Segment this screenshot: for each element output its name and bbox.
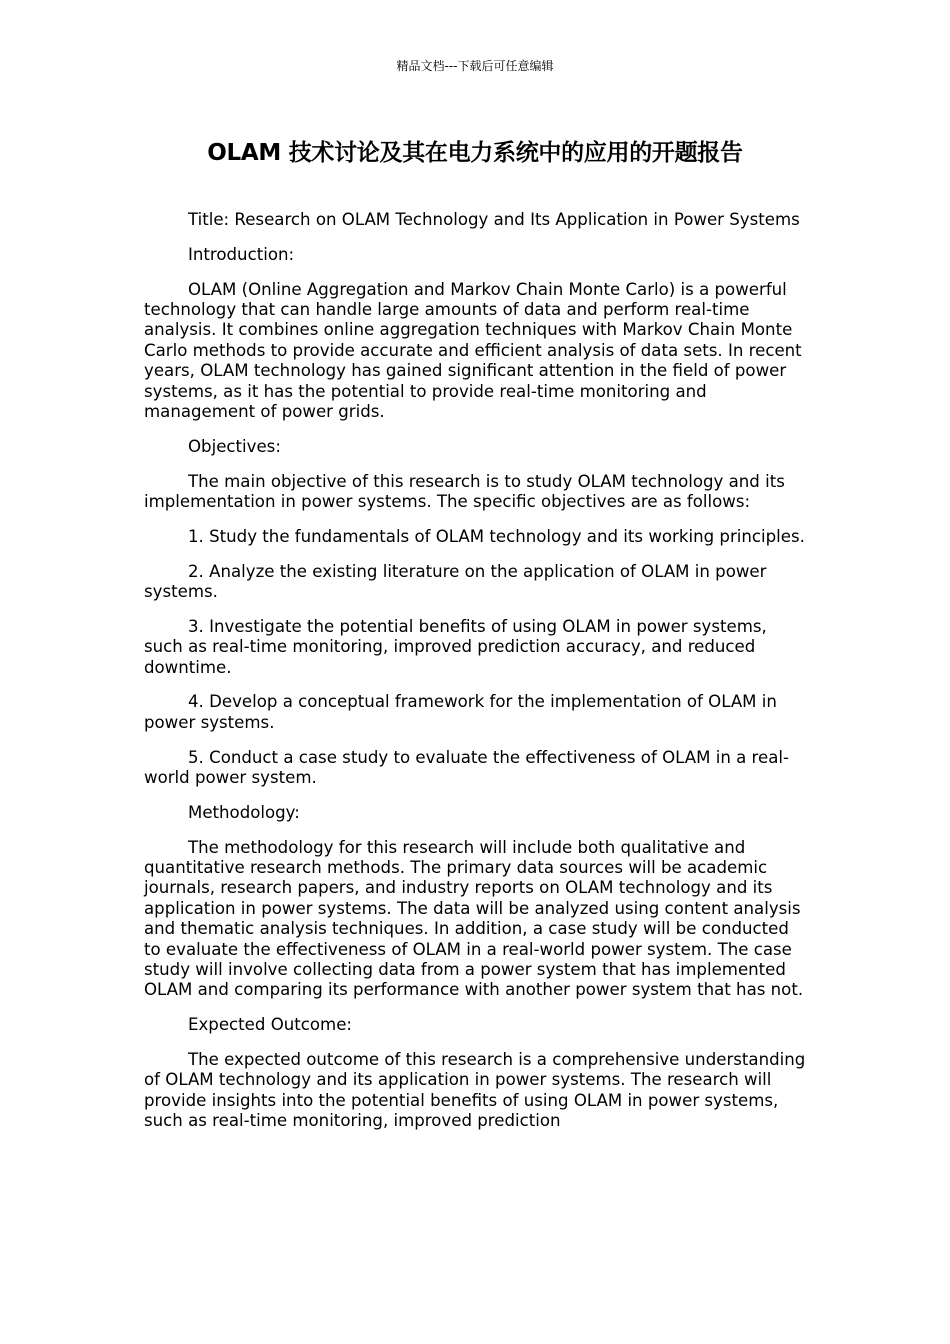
document-title: OLAM 技术讨论及其在电力系统中的应用的开题报告 <box>207 140 743 166</box>
objective-item: 2. Analyze the existing literature on the application of OLAM in power systems. <box>144 561 767 602</box>
expected-outcome-paragraph: The expected outcome of this research is a comprehensive understanding of OLAM technology and its application in power systems. The research will provide insights into the potential benefits of using OLAM in power systems, such as real-time monitoring, improved prediction <box>144 1050 806 1131</box>
objective-item: 4. Develop a conceptual framework for the implementation of OLAM in power systems. <box>144 692 777 732</box>
title-line: Title: Research on OLAM Technology and Its Application in Power Systems <box>188 210 800 229</box>
section-heading-expected-outcome: Expected Outcome: <box>188 1015 353 1035</box>
page-header: 精品文档---下载后可任意编辑 <box>396 59 554 73</box>
objectives-paragraph: The main objective of this research is to study OLAM technology and its implementation in power systems. The specific objectives are as follows: <box>144 471 785 512</box>
document-body <box>144 210 806 1146</box>
methodology-paragraph: The methodology for this research will include both qualitative and quantitative research methods. The primary data sources will be academic journals, research papers, and industry reports on OLAM technology and its application in power systems. The data will be analyzed using content analysis and thematic analysis techniques. In addition, a case study will be conducted to evaluate the effectiveness of OLAM in a real-world power system. The case study will involve collecting data from a power system that has implemented OLAM and comparing its performance with another power system that has not. <box>144 837 804 1000</box>
objective-item: 1. Study the fundamentals of OLAM technology and its working principles. <box>188 526 805 546</box>
section-heading-introduction: Introduction: <box>188 244 295 264</box>
objective-item: 5. Conduct a case study to evaluate the effectiveness of OLAM in a real-world power system. <box>144 747 789 788</box>
objective-item: 3. Investigate the potential benefits of using OLAM in power systems, such as real-time monitoring, improved prediction accuracy, and reduced downtime. <box>144 616 767 677</box>
section-heading-objectives: Objectives: <box>188 436 281 456</box>
introduction-paragraph: OLAM (Online Aggregation and Markov Chain Monte Carlo) is a powerful technology that can handle large amounts of data and perform real-time analysis. It combines online aggregation techniques with Markov Chain Monte Carlo methods to provide accurate and efficient analysis of data sets. In recent years, OLAM technology has gained significant attention in the field of power systems, as it has the potential to provide real-time monitoring and management of power grids. <box>144 279 802 422</box>
section-heading-methodology: Methodology: <box>188 802 300 822</box>
